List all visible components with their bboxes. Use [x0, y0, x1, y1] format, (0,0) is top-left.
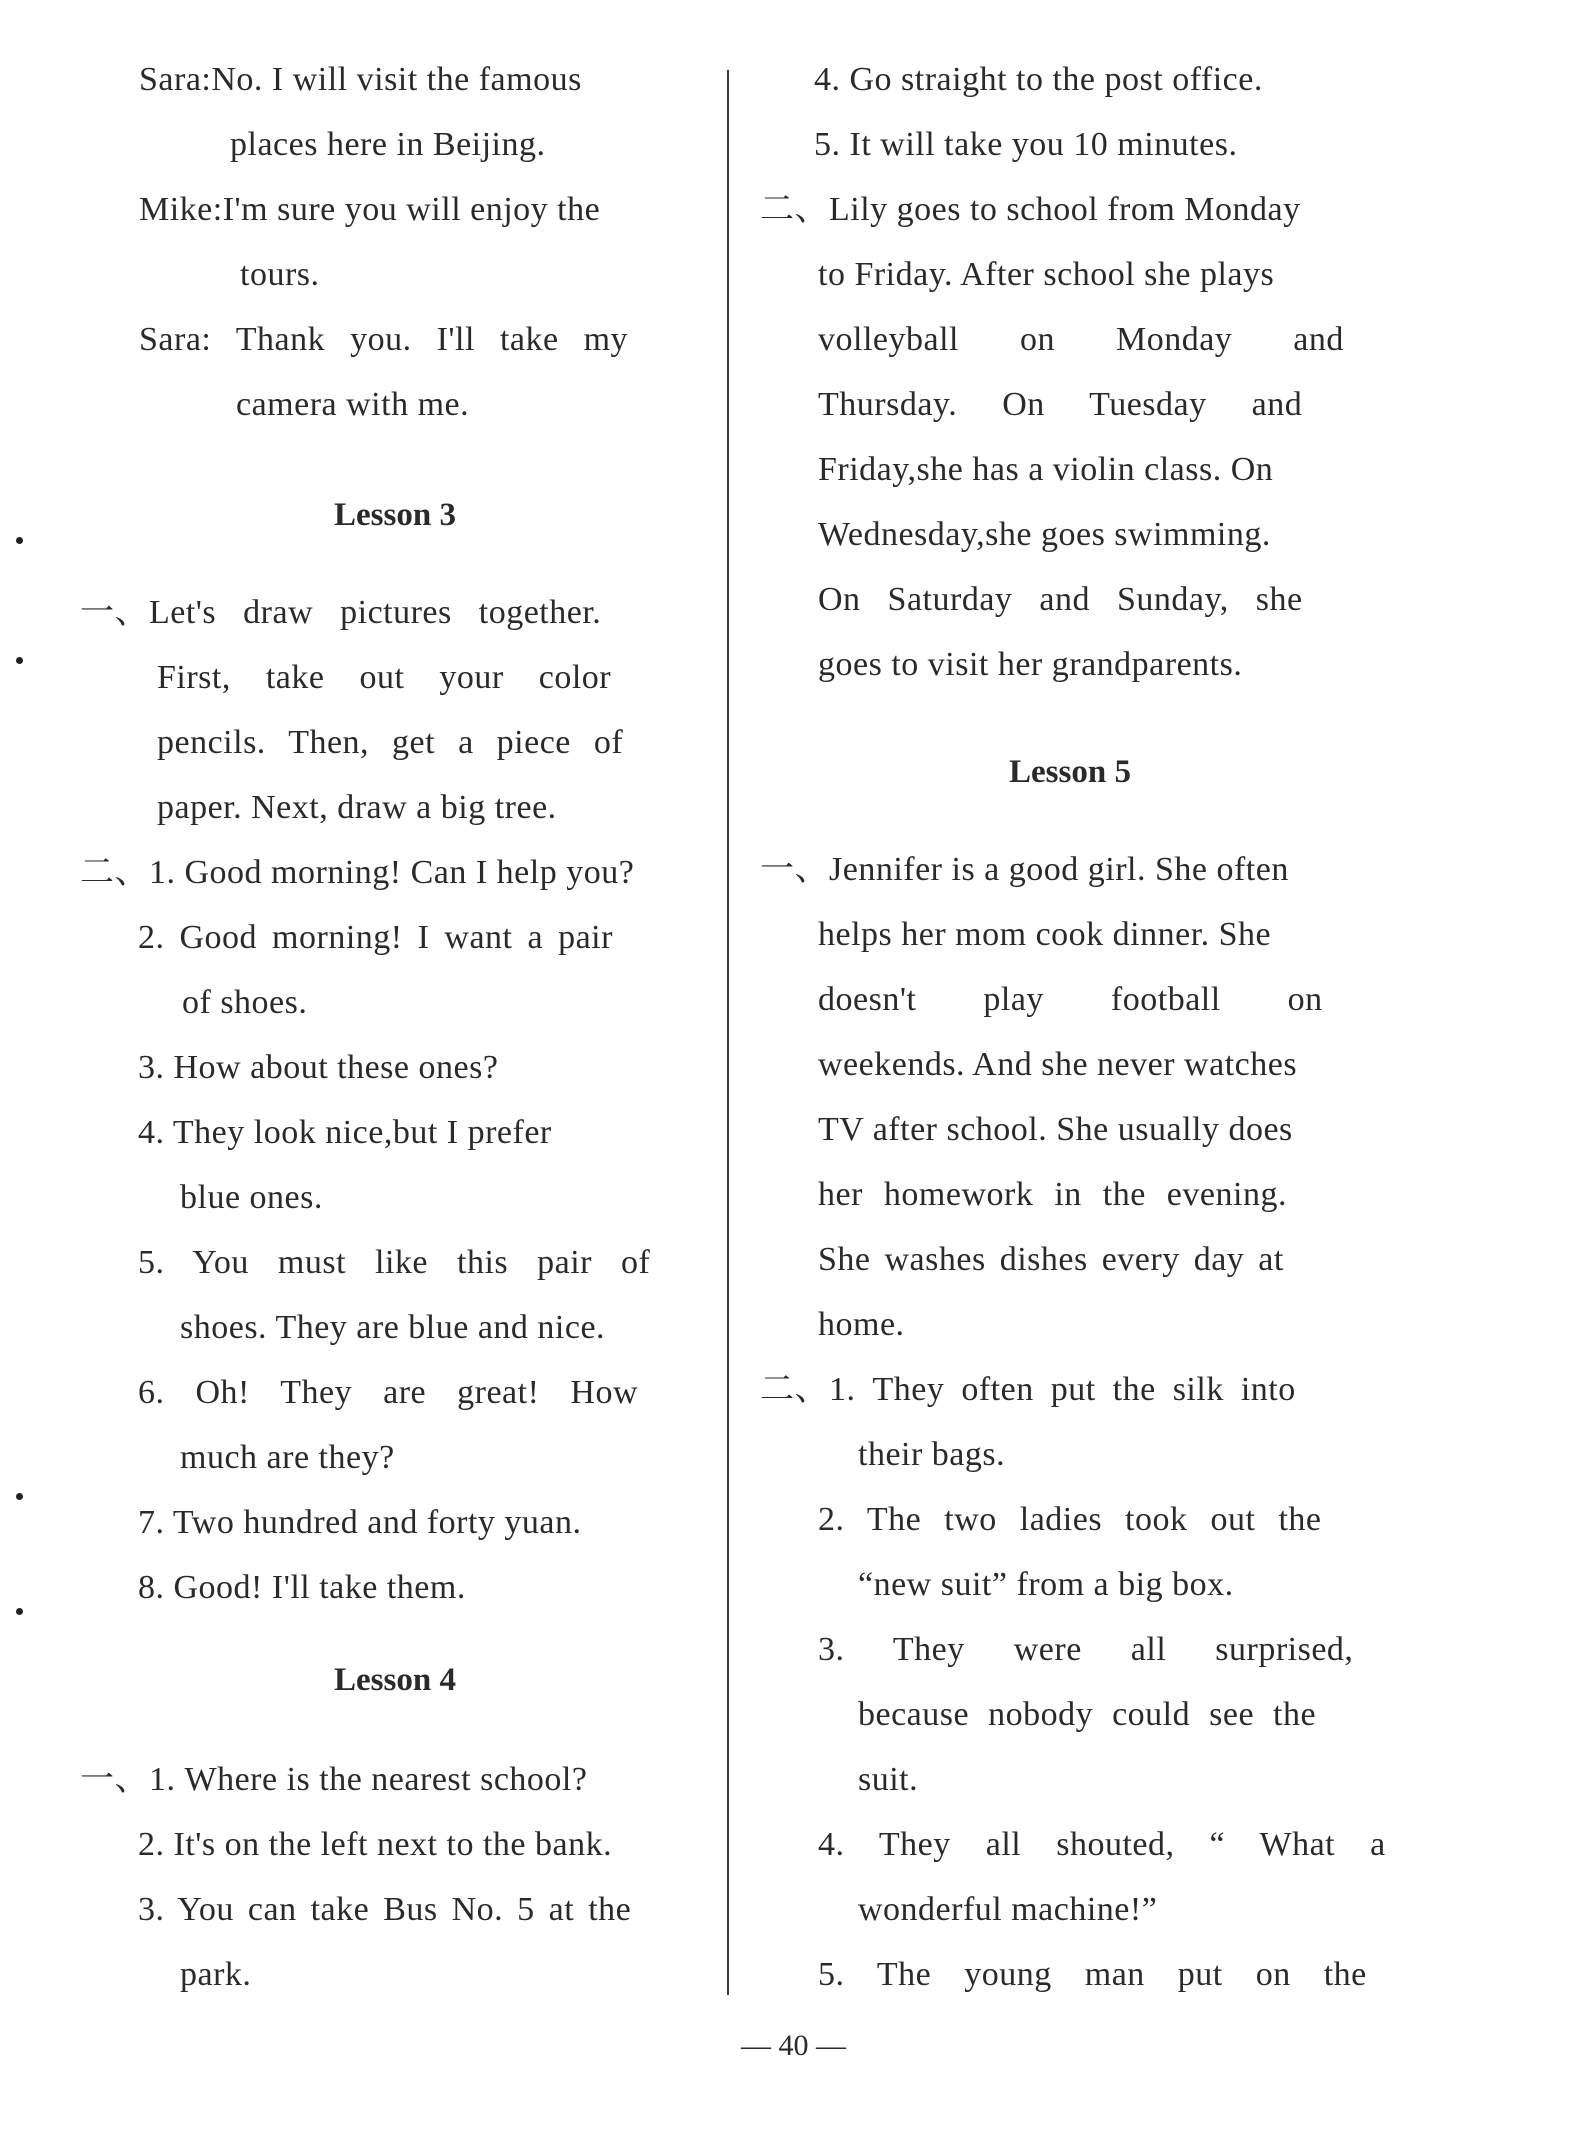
answer-line: of shoes.	[182, 984, 308, 1021]
answer-line: “new suit” from a big box.	[858, 1566, 1234, 1603]
answer-line: pencils. Then, get a piece of	[157, 724, 624, 761]
answer-line: 一、Jennifer is a good girl. She often	[760, 851, 1289, 888]
answer-line: Mike:I'm sure you will enjoy the	[139, 191, 601, 228]
answer-line: She washes dishes every day at	[818, 1241, 1284, 1278]
lesson-heading: Lesson 3	[334, 497, 456, 533]
answer-line: 3. How about these ones?	[138, 1049, 499, 1086]
answer-line: 4. Go straight to the post office.	[814, 61, 1263, 98]
answer-line: to Friday. After school she plays	[818, 256, 1275, 293]
answer-line: goes to visit her grandparents.	[818, 646, 1243, 683]
answer-line: wonderful machine!”	[858, 1891, 1158, 1928]
binding-dot	[16, 1493, 23, 1500]
column-divider	[727, 70, 729, 1995]
answer-line: 2. It's on the left next to the bank.	[138, 1826, 613, 1863]
answer-line: 3. You can take Bus No. 5 at the	[138, 1891, 632, 1928]
answer-line: their bags.	[858, 1436, 1006, 1473]
answer-line: Sara: Thank you. I'll take my	[139, 321, 629, 358]
lesson-heading: Lesson 5	[1009, 754, 1131, 790]
answer-line: 3. They were all surprised,	[818, 1631, 1354, 1668]
answer-line: blue ones.	[180, 1179, 323, 1216]
answer-line: 二、1. They often put the silk into	[760, 1371, 1296, 1408]
answer-line: tours.	[240, 256, 320, 293]
answer-line: Thursday. On Tuesday and	[818, 386, 1303, 423]
answer-line: 4. They all shouted, “ What a	[818, 1826, 1386, 1863]
answer-line: Wednesday,she goes swimming.	[818, 516, 1271, 553]
answer-line: 5. It will take you 10 minutes.	[814, 126, 1238, 163]
answer-line: Friday,she has a violin class. On	[818, 451, 1274, 488]
answer-line: doesn't play football on	[818, 981, 1323, 1018]
answer-line: park.	[180, 1956, 252, 1993]
answer-line: much are they?	[180, 1439, 395, 1476]
answer-line: 7. Two hundred and forty yuan.	[138, 1504, 582, 1541]
answer-line: 6. Oh! They are great! How	[138, 1374, 639, 1411]
answer-line: suit.	[858, 1761, 919, 1798]
answer-line: 一、1. Where is the nearest school?	[80, 1761, 588, 1798]
answer-line: weekends. And she never watches	[818, 1046, 1298, 1083]
binding-dot	[16, 1608, 23, 1615]
page-number: — 40 —	[741, 2029, 846, 2062]
answer-line: 2. Good morning! I want a pair	[138, 919, 613, 956]
answer-line: places here in Beijing.	[230, 126, 546, 163]
binding-dot	[16, 537, 23, 544]
answer-line: TV after school. She usually does	[818, 1111, 1293, 1148]
answer-line: 5. The young man put on the	[818, 1956, 1367, 1993]
answer-line: camera with me.	[236, 386, 470, 423]
answer-line: 8. Good! I'll take them.	[138, 1569, 466, 1606]
answer-line: because nobody could see the	[858, 1696, 1317, 1733]
answer-line: 5. You must like this pair of	[138, 1244, 651, 1281]
lesson-heading: Lesson 4	[334, 1662, 456, 1698]
answer-line: shoes. They are blue and nice.	[180, 1309, 606, 1346]
answer-line: volleyball on Monday and	[818, 321, 1344, 358]
answer-line: Sara:No. I will visit the famous	[139, 61, 582, 98]
answer-line: 二、Lily goes to school from Monday	[760, 191, 1301, 228]
answer-line: 一、Let's draw pictures together.	[80, 594, 602, 631]
answer-line: 4. They look nice,but I prefer	[138, 1114, 552, 1151]
answer-line: paper. Next, draw a big tree.	[157, 789, 557, 826]
answer-line: 二、1. Good morning! Can I help you?	[80, 854, 635, 891]
answer-line: helps her mom cook dinner. She	[818, 916, 1272, 953]
answer-line: 2. The two ladies took out the	[818, 1501, 1322, 1538]
answer-line: First, take out your color	[157, 659, 612, 696]
answer-line: home.	[818, 1306, 905, 1343]
answer-line: On Saturday and Sunday, she	[818, 581, 1303, 618]
answer-line: her homework in the evening.	[818, 1176, 1287, 1213]
binding-dot	[16, 657, 23, 664]
